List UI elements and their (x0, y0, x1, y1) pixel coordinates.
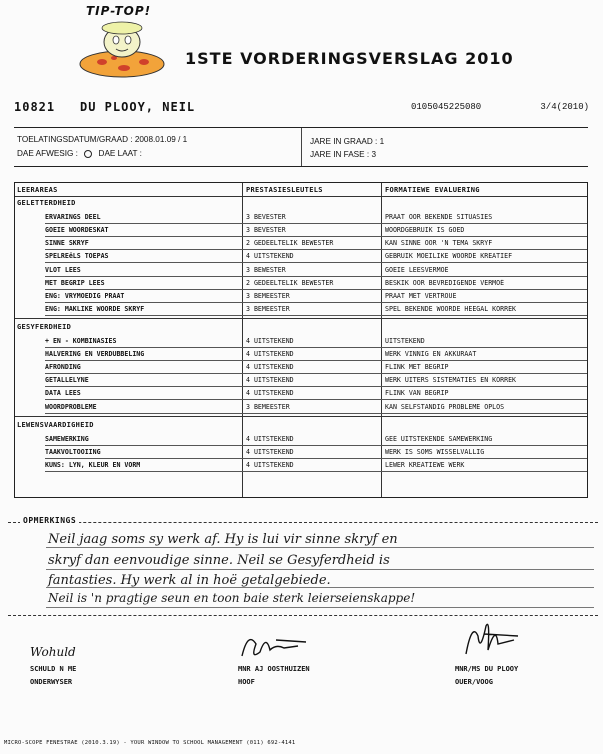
signature-name: MNR AJ OOSTHUIZEN (238, 665, 310, 673)
learning-area-cell: VLOT LEES (45, 265, 81, 274)
evaluation-cell: GEBRUIK MOEILIKE WOORDE KREATIEF (385, 252, 513, 261)
row-rule (45, 471, 587, 472)
days-absent (17, 149, 142, 158)
table-row (15, 446, 587, 459)
header-rule (15, 196, 587, 197)
student-number: 10821 (14, 100, 56, 114)
section-title: GESYFERDHEID (17, 322, 72, 331)
table-row (15, 303, 587, 316)
learning-area-cell: ENG: VRYMOEDIG PRAAT (45, 291, 125, 300)
comments-box (8, 516, 598, 616)
section-rule (15, 318, 587, 319)
learning-area-cell: DATA LEES (45, 389, 81, 398)
achievement-key-cell: 3 BEMEESTER (246, 402, 290, 411)
evaluation-cell: PRAAT MET VERTROUE (385, 291, 457, 300)
years-in-phase-label: JARE IN FASE : (310, 150, 370, 159)
evaluation-cell: FLINK VAN BEGRIP (385, 389, 449, 398)
learning-area-cell: TAAKVOLTOOIING (45, 447, 101, 456)
teacher-signature: Wohuld (30, 645, 76, 659)
table-row (15, 290, 587, 303)
comment-rule (46, 547, 594, 548)
achievement-key-cell: 2 GEDEELTELIK BEWESTER (246, 278, 334, 287)
comment-rule (46, 607, 594, 608)
learning-area-cell: ERVARINGS DEEL (45, 213, 101, 222)
comment-line: Neil is 'n pragtige seun en toon baie sterk leierseienskappe! (48, 591, 416, 605)
evaluation-cell: WERK UITERS SISTEMATIES EN KORREK (385, 376, 517, 385)
signature-role: OUER/VOOG (455, 678, 493, 686)
achievement-key-cell: 2 GEDEELTELIK BEWESTER (246, 239, 334, 248)
signature-principal (238, 665, 310, 686)
header-learning-areas: LEERAREAS (17, 186, 58, 194)
achievement-key-cell: 4 UITSTEKEND (246, 363, 294, 372)
signature-name: MNR/MS DU PLOOY (455, 665, 519, 673)
learning-area-cell: ENG: MAKLIKE WOORDE SKRYF (45, 304, 145, 313)
header-achievement-keys: PRESTASIESLEUTELS (246, 186, 323, 194)
years-in-grade: JARE IN GRAAD : 1 (310, 137, 385, 146)
learning-area-cell: GOEIE WOORDESKAT (45, 226, 109, 235)
evaluation-cell: BESKIK OOR BEVREDIGENDE VERMOË (385, 278, 505, 287)
table-row (15, 277, 587, 290)
parent-signature-icon (458, 614, 528, 664)
comment-line: fantasties. Hy werk al in hoë getalgebiede. (48, 573, 331, 588)
table-row (15, 459, 587, 472)
evaluation-cell: GEE UITSTEKENDE SAMEWERKING (385, 434, 493, 443)
table-row (15, 361, 587, 374)
header-formative-evaluation: FORMATIEWE EVALUERING (385, 186, 480, 194)
achievement-key-cell: 4 UITSTEKEND (246, 252, 294, 261)
years-in-phase-value: 3 (371, 150, 376, 159)
achievement-key-cell: 4 UITSTEKEND (246, 337, 294, 345)
evaluation-cell: LEWER KREATIEWE WERK (385, 460, 465, 469)
achievement-key-cell: 3 BEVESTER (246, 226, 286, 235)
days-absent-circle-icon (84, 150, 92, 158)
evaluation-cell: GOEIE LEESVERMOË (385, 265, 449, 274)
learning-area-cell: WOORDPROBLEME (45, 402, 97, 411)
learning-area-cell: HALVERING EN VERDUBBELING (45, 350, 145, 359)
achievement-key-cell: 4 UITSTEKEND (246, 447, 294, 456)
signature-name: SCHULD N ME (30, 665, 77, 673)
table-row (15, 250, 587, 263)
row-rule (45, 413, 587, 414)
evaluation-cell: WOORDGEBRUIK IS GOED (385, 226, 465, 235)
assessment-table (14, 182, 588, 498)
evaluation-cell: KAN SELFSTANDIG PROBLEME OPLOS (385, 402, 505, 411)
footer-text: MICRO-SCOPE FENESTRAE (2010.3.19) - YOUR WINDOW TO SCHOOL MANAGEMENT (011) 692-4141 (4, 740, 296, 746)
table-row (15, 433, 587, 446)
achievement-key-cell: 4 UITSTEKEND (246, 350, 294, 359)
comment-rule (46, 569, 594, 570)
comments-label: OPMERKINGS (20, 516, 79, 525)
years-in-phase (310, 150, 376, 159)
signature-teacher (30, 665, 76, 686)
signature-role: HOOF (238, 678, 255, 686)
days-late-label: DAE LAAT : (98, 149, 142, 158)
table-row (15, 237, 587, 250)
learning-area-cell: SPELREëLS TOEPAS (45, 252, 109, 261)
student-name: DU PLOOY, NEIL (80, 100, 196, 114)
table-row (15, 348, 587, 361)
learning-area-cell: MET BEGRIP LEES (45, 278, 105, 287)
achievement-key-cell: 4 UITSTEKEND (246, 434, 294, 443)
admission-info-box (14, 127, 588, 167)
table-row (15, 335, 587, 348)
achievement-key-cell: 4 UITSTEKEND (246, 460, 294, 469)
section-title: LEWENSVAARDIGHEID (17, 420, 94, 429)
achievement-key-cell: 4 UITSTEKEND (246, 376, 294, 385)
achievement-key-cell: 3 BEVESTER (246, 213, 286, 222)
comment-line: skryf dan eenvoudige sinne. Neil se Gesyferdheid is (48, 553, 390, 568)
row-rule (45, 315, 587, 316)
evaluation-cell: UITSTEKEND (385, 337, 425, 345)
evaluation-cell: WERK VINNIG EN AKKURAAT (385, 350, 477, 359)
learning-area-cell: + EN - KOMBINASIES (45, 337, 117, 345)
evaluation-cell: SPEL BEKENDE WOORDE HEEGAL KORREK (385, 304, 517, 313)
comment-line: Neil jaag soms sy werk af. Hy is lui vir sinne skryf en (48, 532, 398, 547)
evaluation-cell: WERK IS SOMS WISSELVALLIG (385, 447, 485, 456)
table-row (15, 264, 587, 277)
principal-signature-icon (236, 626, 316, 666)
table-row (15, 374, 587, 387)
learning-area-cell: GETALLELYNE (45, 376, 89, 385)
table-row (15, 211, 587, 224)
student-id-number: 0105045225080 (411, 102, 482, 112)
evaluation-cell: KAN SINNE OOR 'N TEMA SKRYF (385, 239, 493, 248)
evaluation-cell: FLINK MET BEGRIP (385, 363, 449, 372)
learning-area-cell: KUNS: LYN, KLEUR EN VORM (45, 460, 141, 469)
learning-area-cell: SINNE SKRYF (45, 239, 89, 248)
signature-parent (455, 665, 518, 686)
evaluation-cell: PRAAT OOR BEKENDE SITUASIES (385, 213, 493, 222)
student-grade: 3/4(2010) (540, 102, 589, 112)
signature-role: ONDERWYSER (30, 678, 73, 686)
table-row (15, 401, 587, 414)
achievement-key-cell: 4 UITSTEKEND (246, 389, 294, 398)
student-line (14, 100, 589, 118)
learning-area-cell: AFRONDING (45, 363, 81, 372)
admission-date: TOELATINGSDATUM/GRAAD : 2008.01.09 / 1 (17, 135, 188, 144)
achievement-key-cell: 3 BEMEESTER (246, 304, 290, 313)
info-divider (301, 128, 302, 166)
report-title: 1STE VORDERINGSVERSLAG 2010 (185, 49, 514, 68)
table-row (15, 387, 587, 400)
achievement-key-cell: 3 BEWESTER (246, 265, 286, 274)
logo-text: TIP-TOP! (86, 4, 152, 18)
section-title: GELETTERDHEID (17, 199, 76, 207)
section-rule (15, 416, 587, 417)
learning-area-cell: SAMEWERKING (45, 434, 89, 443)
achievement-key-cell: 3 BEMEESTER (246, 291, 290, 300)
table-row (15, 224, 587, 237)
days-absent-label: DAE AFWESIG : (17, 149, 78, 158)
